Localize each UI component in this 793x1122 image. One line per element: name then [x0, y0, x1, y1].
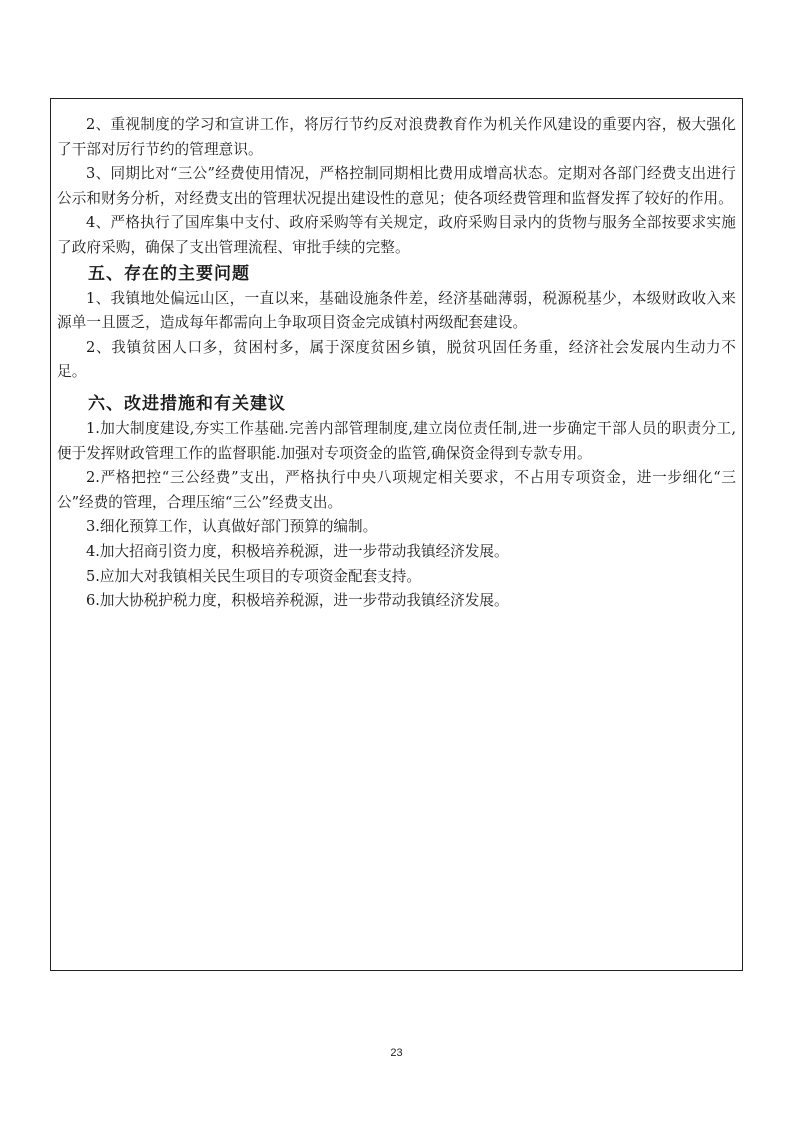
- list-item: 1.加大制度建设,夯实工作基础.完善内部管理制度,建立岗位责任制,进一步确定干部人员的职责分工,便于发挥财政管理工作的监督职能.加强对专项资金的监管,确保资金得到专款专用。: [57, 419, 736, 462]
- paragraph: 1、我镇地处偏远山区，一直以来，基础设施条件差，经济基础薄弱，税源税基少，本级财政收入来源单一且匮乏，造成每年都需向上争取项目资金完成镇村两级配套建设。: [57, 289, 736, 332]
- paragraph: 2、重视制度的学习和宣讲工作，将厉行节约反对浪费教育作为机关作风建设的重要内容，极大强化了干部对厉行节约的管理意识。: [57, 116, 736, 158]
- paragraph: 3、同期比对“三公”经费使用情况，严格控制同期相比费用成增高状态。定期对各部门经费支出进行公示和财务分析，对经费支出的管理状况提出建设性的意见；使各项经费管理和监督发挥了较好的作用。: [57, 165, 736, 207]
- paragraph: 4、严格执行了国库集中支付、政府采购等有关规定，政府采购目录内的货物与服务全部按要求实施了政府采购，确保了支出管理流程、审批手续的完整。: [57, 214, 736, 256]
- list-item: 5.应加大对我镇相关民生项目的专项资金配套支持。: [86, 567, 421, 585]
- list-item: 4.加大招商引资力度，积极培养税源，进一步带动我镇经济发展。: [86, 542, 509, 560]
- list-item: 2.严格把控“三公经费”支出，严格执行中央八项规定相关要求，不占用专项资金，进一步细化“三公”经费的管理，合理压缩“三公”经费支出。: [57, 469, 736, 511]
- content-box: [50, 98, 743, 971]
- list-item: 3.细化预算工作，认真做好部门预算的编制。: [86, 518, 378, 536]
- section-heading-problems: 五、存在的主要问题: [88, 263, 250, 284]
- list-item: 6.加大协税护税力度，积极培养税源，进一步带动我镇经济发展。: [86, 592, 509, 610]
- page-number: 23: [390, 1047, 403, 1059]
- section-heading-measures: 六、改进措施和有关建议: [88, 393, 286, 414]
- paragraph: 2、我镇贫困人口多，贫困村多，属于深度贫困乡镇，脱贫巩固任务重，经济社会发展内生动力不足。: [57, 338, 736, 381]
